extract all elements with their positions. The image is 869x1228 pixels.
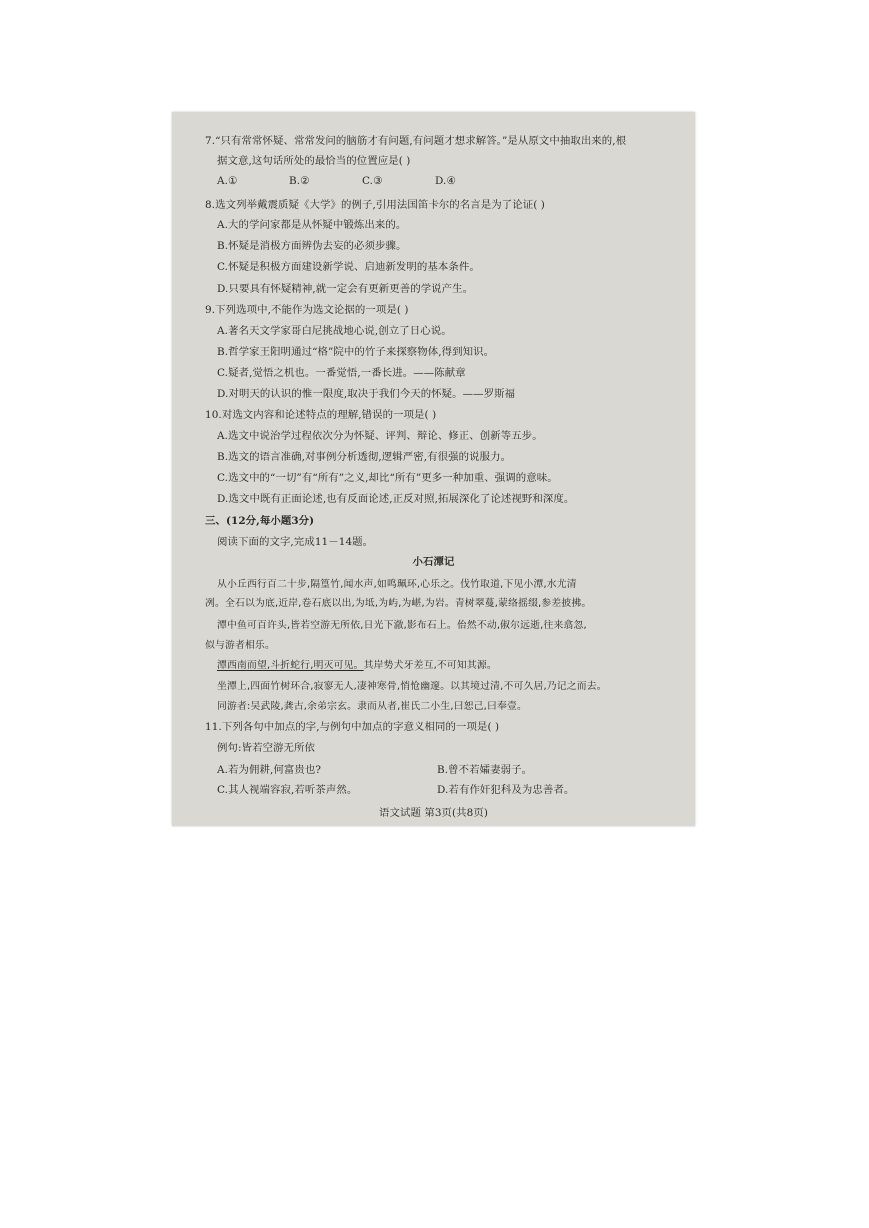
q7-option-b: B.②	[289, 175, 310, 187]
q10-option-c: C.选文中的“一切”有“所有”之义,却比“所有”更多一种加重、强调的意味。	[217, 472, 558, 484]
q9-option-c: C.疑者,觉悟之机也。一番觉悟,一番长进。——陈献章	[217, 367, 466, 379]
underlined-sentence: 潭西南而望,斗折蛇行,明灭可见。	[217, 660, 364, 671]
q8-stem: 8.选文列举戴震质疑《大学》的例子,引用法国笛卡尔的名言是为了论证( )	[205, 199, 545, 211]
q10-option-d: D.选文中既有正面论述,也有反面论述,正反对照,拓展深化了论述视野和深度。	[217, 493, 575, 505]
q9-stem: 9.下列选项中,不能作为选文论据的一项是( )	[205, 304, 409, 316]
page-footer: 语文试题 第3页(共8页)	[378, 807, 489, 819]
section-heading: 三、(12分,每小题3分)	[205, 515, 315, 527]
q8-option-d: D.只要具有怀疑精神,就一定会有更新更善的学说产生。	[217, 283, 474, 295]
passage-p3	[217, 659, 689, 673]
q7-option-d: D.④	[435, 175, 456, 187]
passage-p5: 同游者:吴武陵,龚古,余弟宗玄。隶而从者,崔氏二小生,曰恕己,曰奉壹。	[217, 701, 527, 712]
q11-example: 例句:皆若空游无所依	[217, 742, 316, 754]
q7-stem-line1: 7.“只有常常怀疑、常常发问的脑筋才有问题,有问题才想求解答。”是从原文中抽取出来的,根	[205, 135, 627, 147]
q11-option-d: D.若有作奸犯科及为忠善者。	[437, 784, 575, 796]
q8-option-b: B.怀疑是消极方面辨伪去妄的必须步骤。	[217, 240, 407, 252]
section-instruction: 阅读下面的文字,完成11－14题。	[217, 536, 374, 548]
passage-p2-line2: 似与游者相乐。	[205, 640, 275, 651]
passage-p1-line1: 从小丘西行百二十步,隔篁竹,闻水声,如鸣珮环,心乐之。伐竹取道,下见小潭,水尤清	[217, 579, 577, 590]
passage-p4: 坐潭上,四面竹树环合,寂寥无人,凄神寒骨,悄怆幽邃。以其境过清,不可久居,乃记之而去。	[217, 681, 607, 692]
q9-option-a: A.著名天文学家哥白尼挑战地心说,创立了日心说。	[217, 325, 452, 337]
q11-stem: 11.下列各句中加点的字,与例句中加点的字意义相同的一项是( )	[205, 721, 500, 733]
q11-option-a: A.若为佣耕,何富贵也?	[217, 764, 322, 776]
q8-option-a: A.大的学问家都是从怀疑中锻炼出来的。	[217, 219, 407, 231]
scanned-exam-page	[172, 112, 695, 826]
q9-option-b: B.哲学家王阳明通过“格”院中的竹子来探察物体,得到知识。	[217, 346, 495, 358]
q10-option-b: B.选文的语言准确,对事例分析透彻,逻辑严密,有很强的说服力。	[217, 451, 512, 463]
passage-title: 小石潭记	[412, 556, 455, 568]
q9-option-d: D.对明天的认识的惟一限度,取决于我们今天的怀疑。——罗斯福	[217, 388, 516, 400]
q11-option-b: B.曾不若孀妻弱子。	[437, 764, 533, 776]
passage-p3-rest: 其岸势犬牙差互,不可知其源。	[363, 660, 497, 671]
passage-p2-line1: 潭中鱼可百许头,皆若空游无所依,日光下澈,影布石上。佁然不动,俶尔远逝,往来翕忽,	[217, 620, 587, 631]
q7-stem-line2: 据文意,这句话所处的最恰当的位置应是( )	[217, 155, 411, 167]
q10-stem: 10.对选文内容和论述特点的理解,错误的一项是( )	[205, 409, 437, 421]
passage-p1-line2: 冽。全石以为底,近岸,卷石底以出,为坻,为屿,为嵁,为岩。青树翠蔓,蒙络摇缀,参差披拂。	[205, 598, 592, 609]
q7-option-a: A.①	[217, 175, 238, 187]
q8-option-c: C.怀疑是积极方面建设新学说、启迪新发明的基本条件。	[217, 261, 480, 273]
q10-option-a: A.选文中说治学过程依次分为怀疑、评判、辩论、修正、创新等五步。	[217, 430, 543, 442]
q11-option-c: C.其人视端容寂,若听茶声然。	[217, 784, 358, 796]
q7-option-c: C.③	[362, 175, 383, 187]
